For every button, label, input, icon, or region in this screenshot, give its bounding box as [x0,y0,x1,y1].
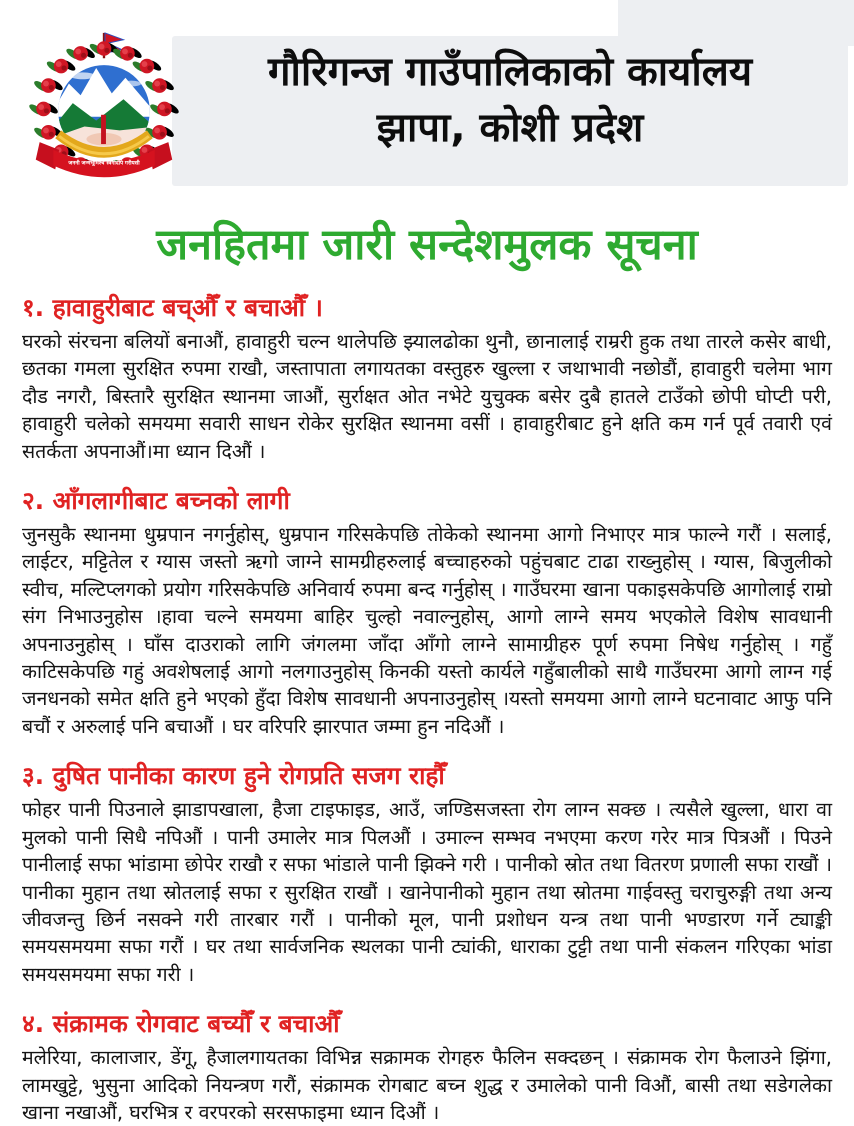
section-heading-4: ४. संक्रामक रोगवाट बच्यौँ र बचाऔँ [22,1009,340,1039]
section-infectious-disease [22,1009,832,1126]
section-body-4: मलेरिया, कालाजार, डेंगू, हैजालगायतका विभिन्न सक्रामक रोगहरु फैलिन सक्दछन् । संक्रामक रोग फैलाउने झिंगा, लामखुट्टे, भुसुना आदिको नियन्त्रण गरौं, संक्रामक रोगबाट बच्न शुद्ध र उमालेको पानी विऔं, बासी तथा सडेगलेका खाना नखाऔं, घरभित्र र वरपरको सरसफाइमा ध्यान दिऔं । [22,1046,832,1124]
notice-body [0,293,854,1126]
nepal-emblem-icon [26,28,182,186]
section-fire-safety [22,486,832,740]
document-header [0,0,854,192]
section-body-3: फोहर पानी पिउनाले झाडापखाला, हैजा टाइफाइड, आउँ, जण्डिसजस्ता रोग लाग्न सक्छ । त्यसैले खुल्ला, धारा वा मुलको पानी सिधै नपिऔं । पानी उमालेर मात्र पिलऔं । उमाल्न सम्भव नभएमा करण गरेर मात्र पित्रऔं । पिउने पानीलाई सफा भांडामा छोपेर राखौ र सफा भांडाले पानी झिक्ने गरी । पानीको स्रोत तथा वितरण प्रणाली सफा राखौं । पानीका मुहान तथा स्रोतलाई सफा र सुरक्षित राखौं । खानेपानीको मुहान तथा स्रोतमा गाईवस्तु चराचुरुङ्गी तथा अन्य जीवजन्तु छिर्न नसक्ने गरी तारबार गरौं । पानीको मूल, पानी प्रशोधन यन्त्र तथा पानी भण्डारण गर्ने ट्याङ्की समयसमयमा सफा गरौं । घर तथा सार्वजनिक स्थलका पानी ट्यांकी, धाराका टुट्टी तथा पानी संकलन गरिएका भांडा समयसमयमा सफा गरी । [22,798,832,986]
section-heading-2: २. आँगलागीबाट बच्नको लागी [22,486,290,516]
section-water-borne-disease [22,761,832,988]
office-title-line2: झापा, कोशी प्रदेश [376,105,644,151]
office-title [172,44,848,156]
section-heading-3: ३. दुषित पानीका कारण हुने रोगप्रति सजग राहौँ [22,761,445,791]
section-body-2: जुनसुकै स्थानमा धुम्रपान नगर्नुहोस्, धुम्रपान गरिसकेपछि तोकेको स्थानमा आगो निभाएर मात्र फाल्ने गरौं । सलाई, लाईटर, मट्टितेल र ग्यास जस्तो ऋगो जाग्ने सामग्रीहरुलाई बच्चाहरुको पहुंचबाट टाढा राख्नुहोस् । ग्यास, बिजुलीको स्वीच, मल्टिप्लगको प्रयोग गरिसकेपछि अनिवार्य रुपमा बन्द गर्नुहोस् । गाउँघरमा खाना पकाइसकेपछि आगोलाई राम्रो संग निभाउनुहोस ।हावा चल्ने समयमा बाहिर चुल्हो नवाल्नुहोस्, आगो लाग्ने समय भएकोले विशेष सावधानी अपनाउनुहोस् । घाँस दाउराको लागि जंगलमा जाँदा आँगो लाग्ने सामाग्रीहरु पूर्ण रुपमा निषेध गर्नुहोस् । गहुँ काटिसकेपछि गहुं अवशेषलाई आगो नलगाउनुहोस् किनकी यस्तो कार्यले गहुँबालीको साथै गाउँघरमा आगो लाग्न गई जनधनको समेत क्षति हुने भएको हुँदा विशेष सावधानी अपनाउनुहोस् ।यस्तो समयमा आगो लाग्ने घटनावाट आफु पनि बचौं र अरुलाई पनि बचाऔं । घर वरिपरि झारपात जम्मा हुन नदिऔं । [22,523,832,738]
emblem-motto-text: जननी जन्मभूमिश्च स्वर्गादपि गरीयसी [68,160,140,167]
section-windstorm [22,293,832,465]
section-heading-1: १. हावाहुरीबाट बच्औँ र बचाऔँ । [22,293,323,322]
section-body-1: घरको संरचना बलियों बनाऔं, हावाहुरी चल्न थालेपछि झ्यालढोका थुनौ, छानालाई राम्ररी हुक तथा तारले कसेर बाधी, छतका गमला सुरक्षित रुपमा राखौ, जस्तापाता लगायतका वस्तुहरु खुल्ला र जथाभावी नछोडौं, हावाहुरी चलेमा भाग दौड नगरौ, बिस्तारै सुरक्षित स्थानमा जाऔं, सुर्राक्षत ओत नभेटे युचुक्क बसेर दुबै हातले टाउँको छोपी घोप्टी परी, हावाहुरी चलेको समयमा सवारी साधन रोकेर सुरक्षित स्थानमा वसीं । हावाहुरीबाट हुने क्षति कम गर्न पूर्व तवारी एवं सतर्कता अपनाऔं।मा ध्यान दिऔं । [22,330,832,463]
notice-main-heading: जनहितमा जारी सन्देशमुलक सूचना [156,220,698,270]
office-title-line1: गौरिगन्ज गाउँपालिकाको कार्यालय [267,49,753,95]
